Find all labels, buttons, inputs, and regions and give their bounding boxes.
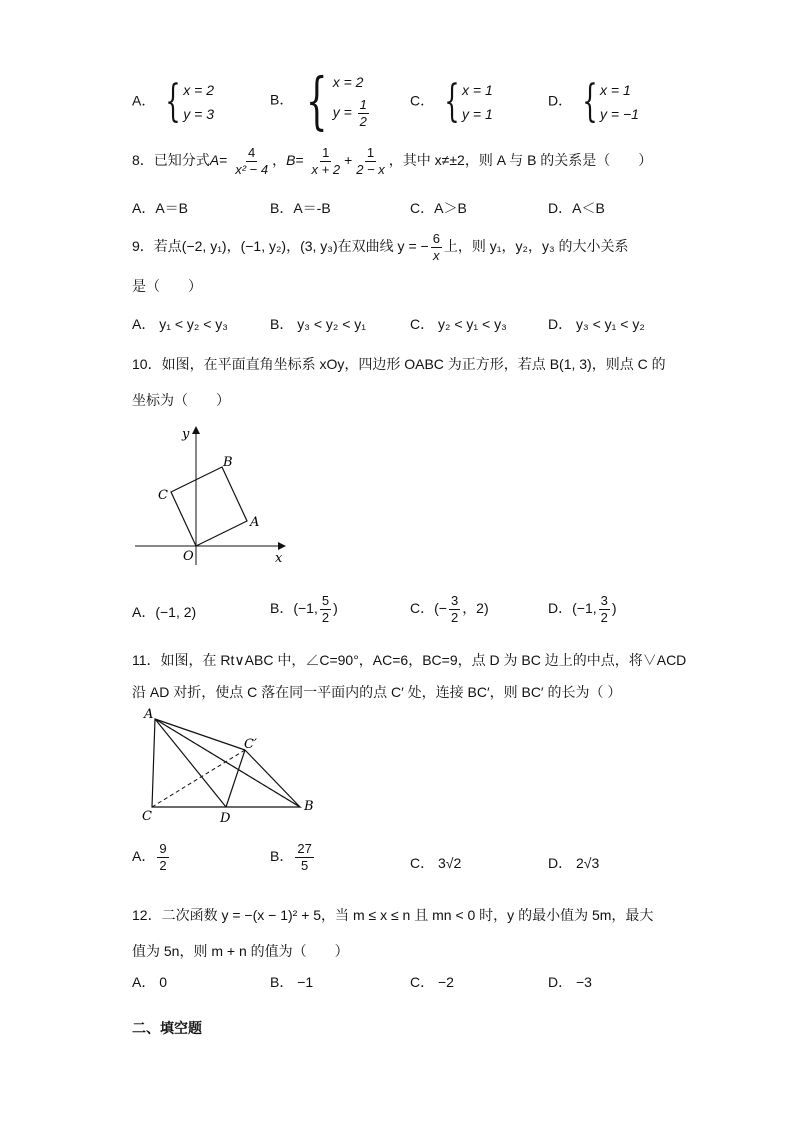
label-a: A <box>250 515 260 530</box>
q7-option-a <box>132 76 214 127</box>
q11-stem-line2: 沿 AD 对折，使点 C 落在同一平面内的点 C′ 处，连接 BC′，则 BC′ 的长为（ ） <box>132 684 622 700</box>
q10-option-a: A．(−1, 2) <box>132 604 197 620</box>
eq-lhs: y = <box>332 103 352 120</box>
square-oabc <box>171 467 247 546</box>
numerator: 1 <box>366 145 375 160</box>
denominator: 2 <box>450 609 459 625</box>
label-b: B <box>223 455 233 470</box>
numerator: 4 <box>248 145 256 160</box>
q9-option-c: C． y₂ < y₁ < y₃ <box>410 316 507 332</box>
text: ) <box>611 599 617 616</box>
text: = <box>295 151 304 168</box>
segment-c-prime-d <box>226 750 245 807</box>
section-heading: 二、填空题 <box>132 1020 202 1036</box>
q12-stem-line1: 12．二次函数 y = −(x − 1)² + 5，当 m ≤ x ≤ n 且 mn < 0 时，y 的最小值为 5m，最大 <box>132 907 654 923</box>
numerator: 1 <box>322 145 330 160</box>
q11-option-a <box>132 842 171 872</box>
text: D．(−1, <box>548 599 597 616</box>
q9-option-b: B． y₃ < y₂ < y₁ <box>270 316 366 332</box>
eq-row: y = 3 <box>183 106 214 122</box>
fraction <box>157 842 168 872</box>
q8-option-c: C．A＞B <box>410 200 467 216</box>
numerator: 27 <box>297 841 312 856</box>
denominator: 2 <box>359 113 367 129</box>
option-label: D． <box>548 92 573 109</box>
var: A <box>209 151 220 168</box>
denominator: x <box>433 247 440 263</box>
q7-option-d <box>548 76 639 127</box>
text: ，其中 x≠±2，则 A 与 B 的关系是（ ） <box>388 151 653 168</box>
denominator: 2 <box>600 609 608 625</box>
q12-option-a: A． 0 <box>132 974 168 990</box>
brace-icon: { <box>444 76 460 127</box>
text: A． <box>132 847 156 864</box>
eq-row: x = 2 <box>183 82 214 98</box>
fraction <box>354 146 387 176</box>
q9-stem-line1 <box>132 232 629 262</box>
label-o: O <box>183 549 194 564</box>
denominator: 5 <box>300 857 309 873</box>
label-c: C <box>142 809 152 824</box>
fraction <box>358 98 369 128</box>
fraction <box>320 594 331 624</box>
eq-row: x = 1 <box>462 82 493 98</box>
text: + <box>344 151 353 168</box>
fraction <box>449 594 460 624</box>
q11-option-d: D． 2√3 <box>548 855 600 871</box>
segment-ac-prime <box>155 719 245 750</box>
fraction <box>310 146 343 176</box>
brace-icon: { <box>306 64 328 137</box>
brace-icon: { <box>165 76 181 127</box>
denominator: 2 − x <box>356 161 385 177</box>
label-b: B <box>304 799 314 814</box>
eq-row: x = 2 <box>332 73 364 90</box>
var: B <box>286 151 296 168</box>
q11-option-c: C． 3√2 <box>410 855 462 871</box>
numerator: 3 <box>600 593 608 608</box>
x-axis-arrow-icon <box>278 542 286 550</box>
fraction <box>295 842 313 872</box>
q12-option-b: B． −1 <box>270 974 314 990</box>
fraction <box>599 594 610 624</box>
q10-figure <box>130 420 300 580</box>
q8-stem <box>132 146 652 176</box>
denominator: x² − 4 <box>235 161 269 177</box>
text: ，2) <box>462 599 489 616</box>
text: 8．已知分式 <box>132 151 210 168</box>
numerator: 5 <box>321 593 330 608</box>
q7-option-c <box>410 76 493 127</box>
label-c-prime: C′ <box>244 737 257 752</box>
q12-option-c: C． −2 <box>410 974 454 990</box>
q10-option-d <box>548 594 617 624</box>
numerator: 1 <box>359 96 367 112</box>
label-x: x <box>275 551 283 566</box>
label-c: C <box>158 488 168 503</box>
eq-row: x = 1 <box>600 82 631 98</box>
option-label: C． <box>410 92 435 109</box>
q11-option-b <box>270 842 316 872</box>
q10-option-c <box>410 594 489 624</box>
text: 9．若点(−2, y₁)，(−1, y₂)，(3, y₃)在双曲线 y = − <box>132 237 429 254</box>
q9-option-d: D． y₃ < y₁ < y₂ <box>548 316 645 332</box>
denominator: 2 <box>159 857 167 873</box>
q8-option-b: B．A＝-B <box>270 200 331 216</box>
text: ， <box>272 151 287 168</box>
q7-option-b <box>270 64 371 137</box>
numerator: 9 <box>159 841 167 856</box>
text: B． <box>270 847 294 864</box>
q12-stem-line2: 值为 5n，则 m + n 的值为（ ） <box>132 943 349 959</box>
text: ) <box>333 599 338 616</box>
option-label: B． <box>270 91 294 108</box>
segment-ad <box>155 719 226 807</box>
label-a: A <box>144 707 154 722</box>
eq-row: y = 1 <box>462 106 493 122</box>
fraction <box>233 146 270 176</box>
q10-stem-line1: 10．如图，在平面直角坐标系 xOy，四边形 OABC 为正方形，若点 B(1, 3)，则点 C 的 <box>132 356 666 372</box>
denominator: 2 <box>321 609 330 625</box>
numerator: 6 <box>432 231 440 246</box>
denominator: x + 2 <box>311 161 341 177</box>
option-label: A． <box>132 92 156 109</box>
q10-stem-line2: 坐标为（ ） <box>132 392 230 408</box>
text: B．(−1, <box>270 599 318 616</box>
y-axis-arrow-icon <box>192 426 200 434</box>
text: C．(− <box>410 599 447 616</box>
q11-stem-line1: 11．如图，在 Rt∨ABC 中，∠C=90°，AC=6，BC=9，点 D 为 BC 边上的中点，将∨ACD <box>132 652 687 668</box>
q12-option-d: D． −3 <box>548 974 592 990</box>
text: = <box>219 151 228 168</box>
label-y: y <box>182 427 190 442</box>
q10-option-b <box>270 594 338 624</box>
numerator: 3 <box>450 593 459 608</box>
brace-icon: { <box>582 76 598 127</box>
text: 上，则 y₁，y₂，y₃ 的大小关系 <box>443 237 629 254</box>
fraction <box>431 232 442 262</box>
label-d: D <box>220 811 231 826</box>
q11-figure <box>138 704 328 828</box>
q9-option-a: A． y₁ < y₂ < y₃ <box>132 316 228 332</box>
q8-option-a: A．A＝B <box>132 200 189 216</box>
eq-row: y = −1 <box>600 106 639 122</box>
q9-stem-line2: 是（ ） <box>132 278 202 294</box>
q8-option-d: D．A＜B <box>548 200 605 216</box>
dashed-cc-prime <box>152 750 245 807</box>
eq-row <box>333 98 371 128</box>
